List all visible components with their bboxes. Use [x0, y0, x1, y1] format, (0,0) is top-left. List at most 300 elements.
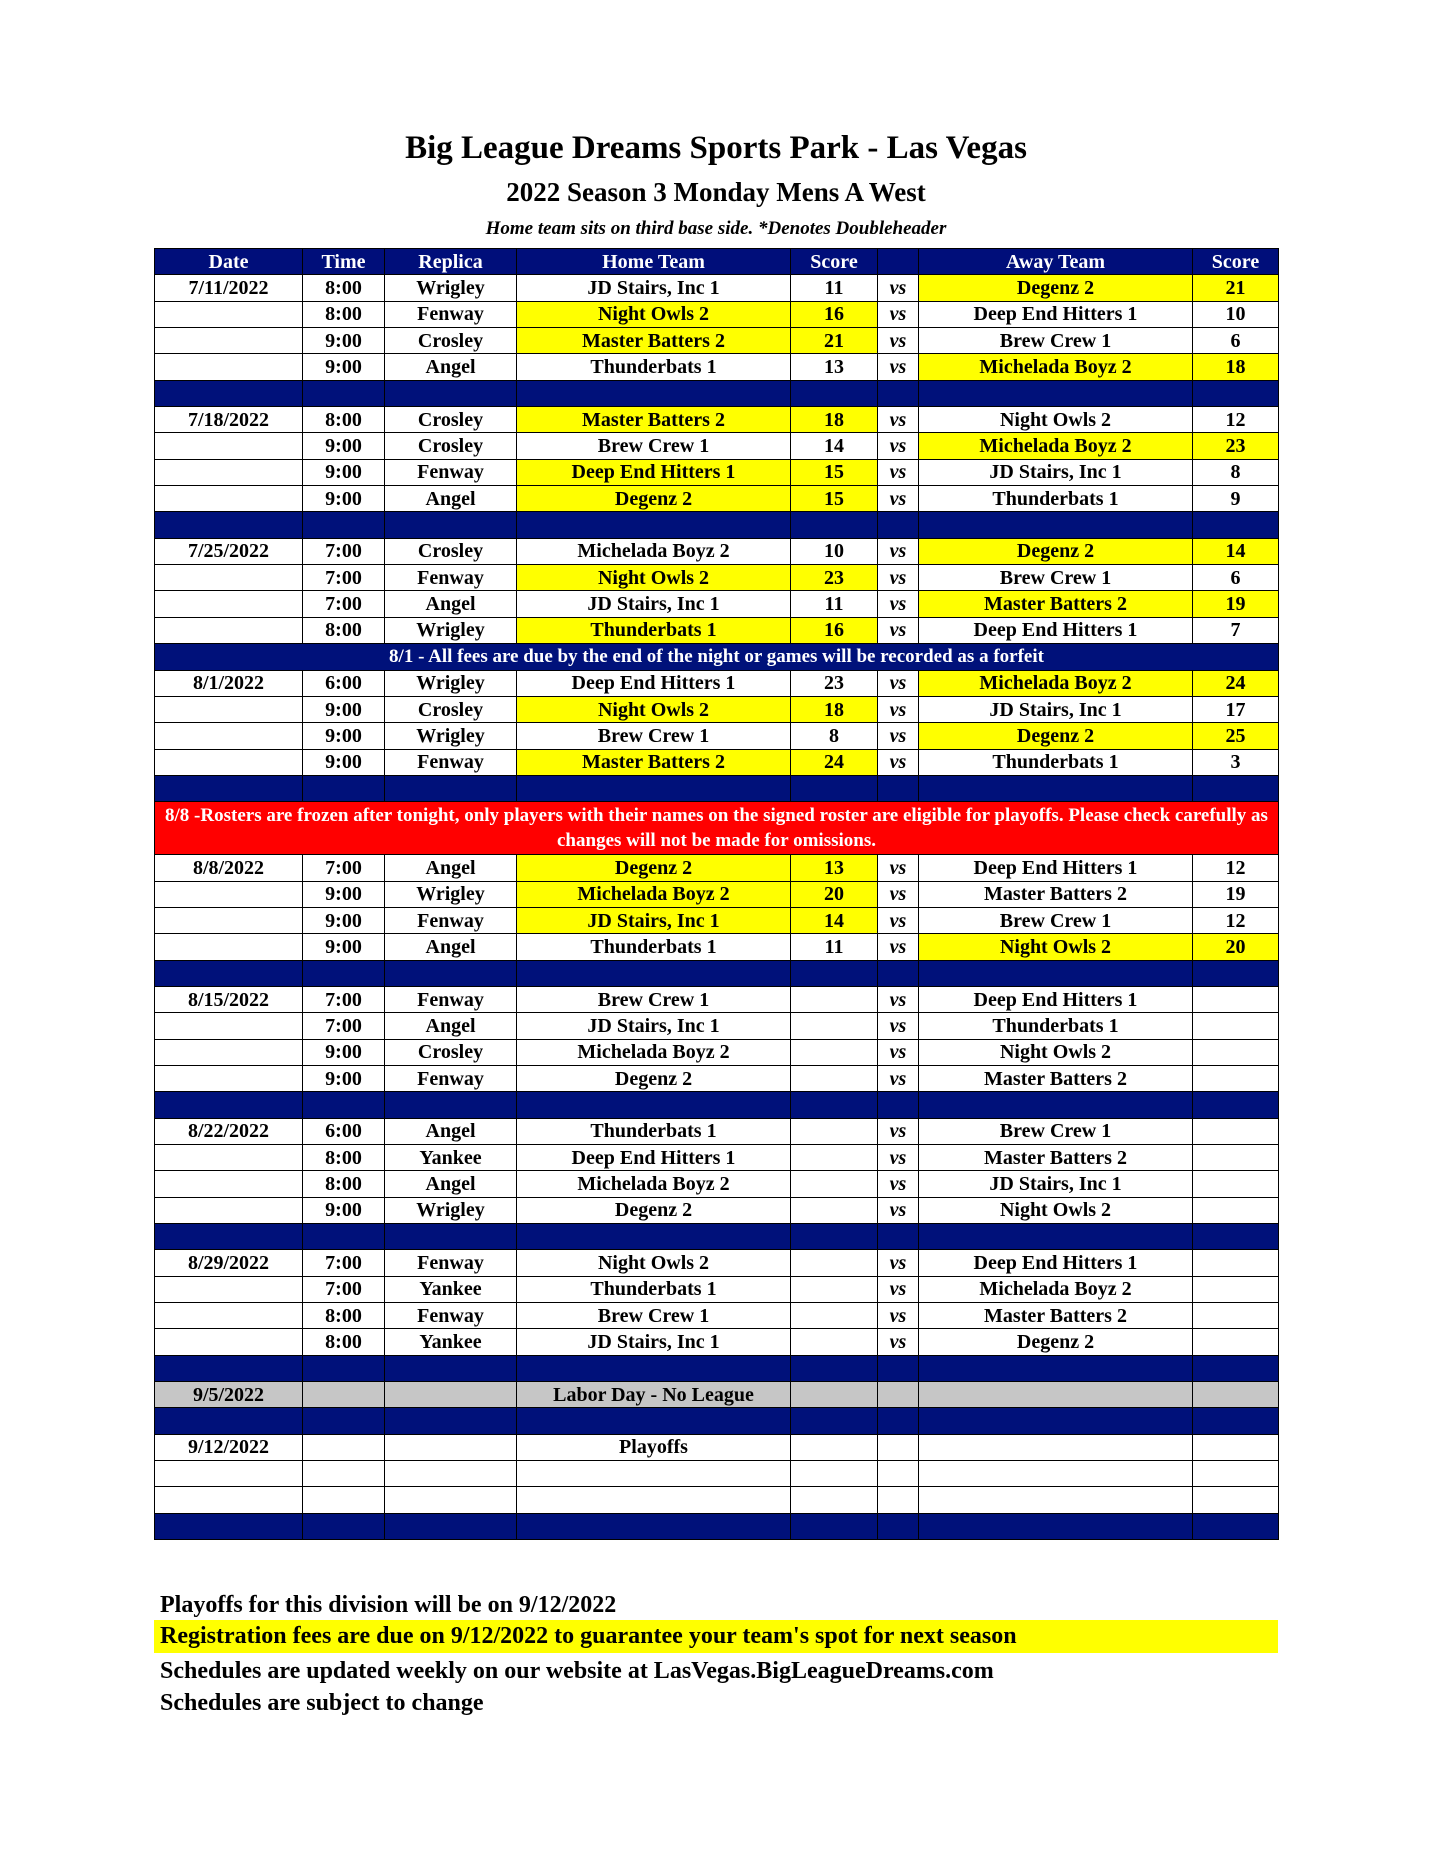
- away-score-cell: [1193, 1303, 1279, 1329]
- table-row: [155, 696, 1279, 722]
- separator-cell: [385, 1224, 517, 1250]
- separator-cell: [919, 1355, 1193, 1381]
- home-score-cell: 14: [791, 907, 878, 933]
- away-team-cell: Thunderbats 1: [919, 486, 1193, 512]
- away-score-cell: 6: [1193, 328, 1279, 354]
- home-team-cell: Master Batters 2: [517, 328, 791, 354]
- home-team-cell: Thunderbats 1: [517, 617, 791, 643]
- home-score-cell: [791, 1039, 878, 1065]
- separator-cell: [303, 380, 385, 406]
- separator-cell: [517, 1513, 791, 1539]
- vs-cell: vs: [878, 855, 919, 881]
- vs-cell: vs: [878, 749, 919, 775]
- field-cell: Wrigley: [385, 617, 517, 643]
- empty-cell: [878, 1461, 919, 1487]
- vs-cell: vs: [878, 1039, 919, 1065]
- separator-row: [155, 1092, 1279, 1118]
- field-cell: Fenway: [385, 565, 517, 591]
- table-row: [155, 1250, 1279, 1276]
- home-score-cell: 8: [791, 723, 878, 749]
- empty-cell: [878, 1487, 919, 1513]
- separator-cell: [791, 775, 878, 801]
- event-cell: [517, 1461, 791, 1487]
- table-row: [155, 855, 1279, 881]
- away-team-cell: Master Batters 2: [919, 881, 1193, 907]
- home-score-cell: [791, 1303, 878, 1329]
- field-cell: Crosley: [385, 433, 517, 459]
- away-score-cell: 23: [1193, 433, 1279, 459]
- home-score-cell: 21: [791, 328, 878, 354]
- home-team-cell: Degenz 2: [517, 1197, 791, 1223]
- separator-cell: [878, 1224, 919, 1250]
- date-cell: [155, 433, 303, 459]
- empty-cell: [1193, 1382, 1279, 1408]
- date-cell: [155, 1329, 303, 1355]
- separator-cell: [155, 775, 303, 801]
- table-row: [155, 907, 1279, 933]
- header-date: Date: [155, 249, 303, 275]
- header-home-team: Home Team: [517, 249, 791, 275]
- date-cell: 9/5/2022: [155, 1382, 303, 1408]
- date-cell: [155, 617, 303, 643]
- home-team-cell: Degenz 2: [517, 486, 791, 512]
- vs-cell: vs: [878, 591, 919, 617]
- time-cell: [303, 1461, 385, 1487]
- away-score-cell: [1193, 1197, 1279, 1223]
- vs-cell: vs: [878, 617, 919, 643]
- date-cell: 7/11/2022: [155, 275, 303, 301]
- home-score-cell: 11: [791, 275, 878, 301]
- away-score-cell: 19: [1193, 591, 1279, 617]
- away-team-cell: Thunderbats 1: [919, 749, 1193, 775]
- time-cell: 7:00: [303, 855, 385, 881]
- separator-cell: [791, 1224, 878, 1250]
- time-cell: 9:00: [303, 749, 385, 775]
- separator-cell: [517, 1092, 791, 1118]
- separator-cell: [155, 380, 303, 406]
- separator-cell: [791, 1408, 878, 1434]
- home-score-cell: [791, 1329, 878, 1355]
- date-cell: [155, 591, 303, 617]
- away-score-cell: 8: [1193, 459, 1279, 485]
- home-score-cell: 16: [791, 301, 878, 327]
- field-cell: Crosley: [385, 538, 517, 564]
- home-score-cell: [791, 1250, 878, 1276]
- away-team-cell: Deep End Hitters 1: [919, 617, 1193, 643]
- home-team-cell: Brew Crew 1: [517, 986, 791, 1012]
- time-cell: 9:00: [303, 907, 385, 933]
- home-score-cell: 23: [791, 565, 878, 591]
- time-cell: 9:00: [303, 934, 385, 960]
- away-team-cell: Michelada Boyz 2: [919, 354, 1193, 380]
- date-cell: 7/18/2022: [155, 407, 303, 433]
- separator-cell: [303, 1224, 385, 1250]
- away-score-cell: [1193, 1118, 1279, 1144]
- home-team-cell: Deep End Hitters 1: [517, 459, 791, 485]
- time-cell: 8:00: [303, 1303, 385, 1329]
- separator-cell: [919, 775, 1193, 801]
- separator-cell: [919, 1513, 1193, 1539]
- away-team-cell: JD Stairs, Inc 1: [919, 459, 1193, 485]
- away-score-cell: 10: [1193, 301, 1279, 327]
- home-score-cell: [791, 1276, 878, 1302]
- separator-cell: [155, 1408, 303, 1434]
- separator-cell: [919, 1092, 1193, 1118]
- home-team-cell: Night Owls 2: [517, 696, 791, 722]
- time-cell: 9:00: [303, 433, 385, 459]
- separator-row: [155, 380, 1279, 406]
- date-cell: [155, 696, 303, 722]
- time-cell: 9:00: [303, 1065, 385, 1091]
- table-row: [155, 1434, 1279, 1460]
- away-team-cell: Deep End Hitters 1: [919, 301, 1193, 327]
- table-row: [155, 1487, 1279, 1513]
- fee-notice-text: 8/1 - All fees are due by the end of the night or games will be recorded as a forfeit: [155, 644, 1279, 670]
- away-team-cell: Degenz 2: [919, 538, 1193, 564]
- away-team-cell: Deep End Hitters 1: [919, 855, 1193, 881]
- time-cell: 7:00: [303, 1250, 385, 1276]
- field-cell: Wrigley: [385, 275, 517, 301]
- home-team-cell: Master Batters 2: [517, 749, 791, 775]
- separator-cell: [303, 1408, 385, 1434]
- field-cell: Angel: [385, 354, 517, 380]
- event-cell: [517, 1487, 791, 1513]
- vs-cell: vs: [878, 1329, 919, 1355]
- away-team-cell: Night Owls 2: [919, 1197, 1193, 1223]
- home-team-cell: Night Owls 2: [517, 1250, 791, 1276]
- field-cell: Fenway: [385, 301, 517, 327]
- vs-cell: vs: [878, 459, 919, 485]
- header-time: Time: [303, 249, 385, 275]
- field-cell: Angel: [385, 486, 517, 512]
- away-team-cell: Deep End Hitters 1: [919, 1250, 1193, 1276]
- away-score-cell: 14: [1193, 538, 1279, 564]
- separator-cell: [155, 960, 303, 986]
- vs-cell: vs: [878, 670, 919, 696]
- separator-cell: [919, 1408, 1193, 1434]
- time-cell: [303, 1487, 385, 1513]
- field-cell: Fenway: [385, 1250, 517, 1276]
- away-score-cell: 12: [1193, 855, 1279, 881]
- time-cell: 7:00: [303, 1276, 385, 1302]
- separator-cell: [303, 512, 385, 538]
- date-cell: [155, 1171, 303, 1197]
- separator-cell: [791, 1092, 878, 1118]
- time-cell: 8:00: [303, 301, 385, 327]
- home-score-cell: 14: [791, 433, 878, 459]
- away-score-cell: 12: [1193, 907, 1279, 933]
- separator-cell: [878, 380, 919, 406]
- separator-cell: [878, 960, 919, 986]
- home-score-cell: [791, 1171, 878, 1197]
- header-away-team: Away Team: [919, 249, 1193, 275]
- separator-cell: [385, 1092, 517, 1118]
- field-cell: Angel: [385, 1013, 517, 1039]
- time-cell: 6:00: [303, 1118, 385, 1144]
- table-row: [155, 275, 1279, 301]
- separator-cell: [1193, 380, 1279, 406]
- vs-cell: vs: [878, 1197, 919, 1223]
- home-score-cell: 16: [791, 617, 878, 643]
- date-cell: [155, 486, 303, 512]
- table-row: [155, 538, 1279, 564]
- away-team-cell: JD Stairs, Inc 1: [919, 1171, 1193, 1197]
- date-cell: [155, 1039, 303, 1065]
- home-team-cell: Brew Crew 1: [517, 723, 791, 749]
- away-team-cell: Master Batters 2: [919, 1145, 1193, 1171]
- home-score-cell: 11: [791, 934, 878, 960]
- separator-cell: [878, 1513, 919, 1539]
- date-cell: 8/29/2022: [155, 1250, 303, 1276]
- vs-cell: vs: [878, 1276, 919, 1302]
- date-cell: 8/15/2022: [155, 986, 303, 1012]
- separator-cell: [385, 775, 517, 801]
- separator-cell: [1193, 1224, 1279, 1250]
- home-team-cell: Thunderbats 1: [517, 354, 791, 380]
- date-cell: [155, 749, 303, 775]
- table-row: [155, 301, 1279, 327]
- footer-change-line: Schedules are subject to change: [160, 1690, 484, 1716]
- separator-cell: [385, 960, 517, 986]
- away-team-cell: Brew Crew 1: [919, 328, 1193, 354]
- separator-cell: [919, 1224, 1193, 1250]
- header-vs: [878, 249, 919, 275]
- away-team-cell: Michelada Boyz 2: [919, 1276, 1193, 1302]
- time-cell: 8:00: [303, 1145, 385, 1171]
- date-cell: [155, 1013, 303, 1039]
- time-cell: 7:00: [303, 1013, 385, 1039]
- vs-cell: vs: [878, 1171, 919, 1197]
- separator-row: [155, 512, 1279, 538]
- date-cell: 8/8/2022: [155, 855, 303, 881]
- separator-cell: [919, 960, 1193, 986]
- separator-cell: [878, 1355, 919, 1381]
- away-team-cell: Brew Crew 1: [919, 565, 1193, 591]
- home-score-cell: 13: [791, 354, 878, 380]
- home-team-cell: Michelada Boyz 2: [517, 538, 791, 564]
- away-score-cell: 7: [1193, 617, 1279, 643]
- table-row: [155, 749, 1279, 775]
- time-cell: 7:00: [303, 986, 385, 1012]
- holiday-row: [155, 1382, 1279, 1408]
- separator-cell: [517, 1224, 791, 1250]
- separator-cell: [303, 1092, 385, 1118]
- header-home-score: Score: [791, 249, 878, 275]
- vs-cell: vs: [878, 1013, 919, 1039]
- time-cell: 7:00: [303, 538, 385, 564]
- schedule-table: [154, 248, 1279, 1540]
- separator-cell: [155, 1355, 303, 1381]
- date-cell: [155, 328, 303, 354]
- vs-cell: vs: [878, 696, 919, 722]
- field-cell: Crosley: [385, 696, 517, 722]
- empty-cell: [878, 1382, 919, 1408]
- home-team-cell: Deep End Hitters 1: [517, 670, 791, 696]
- schedule-note: Home team sits on third base side. *Denotes Doubleheader: [485, 218, 947, 239]
- vs-cell: vs: [878, 328, 919, 354]
- date-cell: [155, 934, 303, 960]
- vs-cell: vs: [878, 275, 919, 301]
- table-row: [155, 1329, 1279, 1355]
- time-cell: 8:00: [303, 617, 385, 643]
- table-row: [155, 670, 1279, 696]
- vs-cell: vs: [878, 538, 919, 564]
- field-cell: Angel: [385, 934, 517, 960]
- away-team-cell: Night Owls 2: [919, 407, 1193, 433]
- time-cell: 8:00: [303, 1329, 385, 1355]
- separator-cell: [878, 775, 919, 801]
- home-team-cell: Deep End Hitters 1: [517, 1145, 791, 1171]
- home-score-cell: [791, 986, 878, 1012]
- home-team-cell: Thunderbats 1: [517, 1118, 791, 1144]
- away-team-cell: Night Owls 2: [919, 934, 1193, 960]
- field-cell: Fenway: [385, 1303, 517, 1329]
- home-team-cell: Master Batters 2: [517, 407, 791, 433]
- away-score-cell: 18: [1193, 354, 1279, 380]
- separator-cell: [385, 380, 517, 406]
- field-cell: Crosley: [385, 328, 517, 354]
- home-team-cell: Brew Crew 1: [517, 433, 791, 459]
- field-cell: Angel: [385, 591, 517, 617]
- table-row: [155, 1039, 1279, 1065]
- vs-cell: vs: [878, 1145, 919, 1171]
- time-cell: 9:00: [303, 486, 385, 512]
- away-score-cell: [1193, 1250, 1279, 1276]
- separator-cell: [1193, 1513, 1279, 1539]
- separator-cell: [155, 1092, 303, 1118]
- away-team-cell: Brew Crew 1: [919, 1118, 1193, 1144]
- table-row: [155, 881, 1279, 907]
- separator-row: [155, 1513, 1279, 1539]
- home-team-cell: JD Stairs, Inc 1: [517, 1329, 791, 1355]
- away-score-cell: [1193, 1171, 1279, 1197]
- separator-cell: [791, 512, 878, 538]
- away-team-cell: Deep End Hitters 1: [919, 986, 1193, 1012]
- field-cell: Yankee: [385, 1329, 517, 1355]
- footer-registration-line: Registration fees are due on 9/12/2022 to guarantee your team's spot for next season: [154, 1620, 1278, 1653]
- table-row: [155, 1013, 1279, 1039]
- home-team-cell: Thunderbats 1: [517, 1276, 791, 1302]
- vs-cell: vs: [878, 486, 919, 512]
- field-cell: [385, 1461, 517, 1487]
- away-team-cell: JD Stairs, Inc 1: [919, 696, 1193, 722]
- home-score-cell: [791, 1013, 878, 1039]
- separator-cell: [791, 1513, 878, 1539]
- field-cell: Fenway: [385, 986, 517, 1012]
- vs-cell: vs: [878, 1118, 919, 1144]
- home-team-cell: Night Owls 2: [517, 565, 791, 591]
- vs-cell: vs: [878, 1065, 919, 1091]
- date-cell: [155, 723, 303, 749]
- home-team-cell: Degenz 2: [517, 1065, 791, 1091]
- table-row: [155, 934, 1279, 960]
- home-score-cell: [791, 1197, 878, 1223]
- separator-cell: [517, 380, 791, 406]
- away-team-cell: Degenz 2: [919, 275, 1193, 301]
- time-cell: 8:00: [303, 407, 385, 433]
- table-row: [155, 1145, 1279, 1171]
- away-team-cell: Michelada Boyz 2: [919, 433, 1193, 459]
- table-row: [155, 1065, 1279, 1091]
- home-score-cell: 18: [791, 696, 878, 722]
- table-row: [155, 486, 1279, 512]
- empty-cell: [919, 1382, 1193, 1408]
- away-team-cell: Master Batters 2: [919, 591, 1193, 617]
- vs-cell: vs: [878, 565, 919, 591]
- separator-cell: [1193, 1355, 1279, 1381]
- field-cell: Yankee: [385, 1145, 517, 1171]
- date-cell: [155, 459, 303, 485]
- separator-cell: [385, 1513, 517, 1539]
- field-cell: Wrigley: [385, 1197, 517, 1223]
- home-score-cell: [791, 1118, 878, 1144]
- footer-website-line: Schedules are updated weekly on our website at LasVegas.BigLeagueDreams.com: [160, 1658, 994, 1684]
- vs-cell: vs: [878, 881, 919, 907]
- separator-row: [155, 775, 1279, 801]
- separator-cell: [385, 512, 517, 538]
- date-cell: [155, 301, 303, 327]
- separator-cell: [385, 1355, 517, 1381]
- separator-cell: [1193, 1408, 1279, 1434]
- date-cell: [155, 1197, 303, 1223]
- home-team-cell: Brew Crew 1: [517, 1303, 791, 1329]
- separator-cell: [517, 1355, 791, 1381]
- home-team-cell: JD Stairs, Inc 1: [517, 591, 791, 617]
- field-cell: Wrigley: [385, 881, 517, 907]
- date-cell: [155, 1065, 303, 1091]
- separator-cell: [1193, 775, 1279, 801]
- separator-cell: [155, 1513, 303, 1539]
- field-cell: Wrigley: [385, 670, 517, 696]
- date-cell: [155, 881, 303, 907]
- separator-cell: [303, 775, 385, 801]
- page-subtitle: 2022 Season 3 Monday Mens A West: [506, 177, 926, 207]
- home-team-cell: Michelada Boyz 2: [517, 1171, 791, 1197]
- away-team-cell: Master Batters 2: [919, 1303, 1193, 1329]
- empty-cell: [919, 1487, 1193, 1513]
- field-cell: Angel: [385, 1118, 517, 1144]
- table-row: [155, 328, 1279, 354]
- away-team-cell: Degenz 2: [919, 723, 1193, 749]
- away-team-cell: Master Batters 2: [919, 1065, 1193, 1091]
- event-cell: Playoffs: [517, 1434, 791, 1460]
- vs-cell: vs: [878, 1303, 919, 1329]
- date-cell: 7/25/2022: [155, 538, 303, 564]
- away-score-cell: [1193, 1065, 1279, 1091]
- empty-cell: [878, 1434, 919, 1460]
- separator-cell: [1193, 1092, 1279, 1118]
- table-row: [155, 1303, 1279, 1329]
- home-team-cell: Night Owls 2: [517, 301, 791, 327]
- date-cell: [155, 1303, 303, 1329]
- time-cell: 8:00: [303, 275, 385, 301]
- separator-cell: [791, 380, 878, 406]
- field-cell: Yankee: [385, 1276, 517, 1302]
- time-cell: 6:00: [303, 670, 385, 696]
- away-score-cell: 25: [1193, 723, 1279, 749]
- separator-cell: [385, 1408, 517, 1434]
- table-row: [155, 1197, 1279, 1223]
- time-cell: 9:00: [303, 1039, 385, 1065]
- vs-cell: vs: [878, 986, 919, 1012]
- away-score-cell: 9: [1193, 486, 1279, 512]
- separator-cell: [791, 960, 878, 986]
- date-cell: [155, 565, 303, 591]
- vs-cell: vs: [878, 907, 919, 933]
- time-cell: 7:00: [303, 591, 385, 617]
- separator-row: [155, 1355, 1279, 1381]
- field-cell: Fenway: [385, 1065, 517, 1091]
